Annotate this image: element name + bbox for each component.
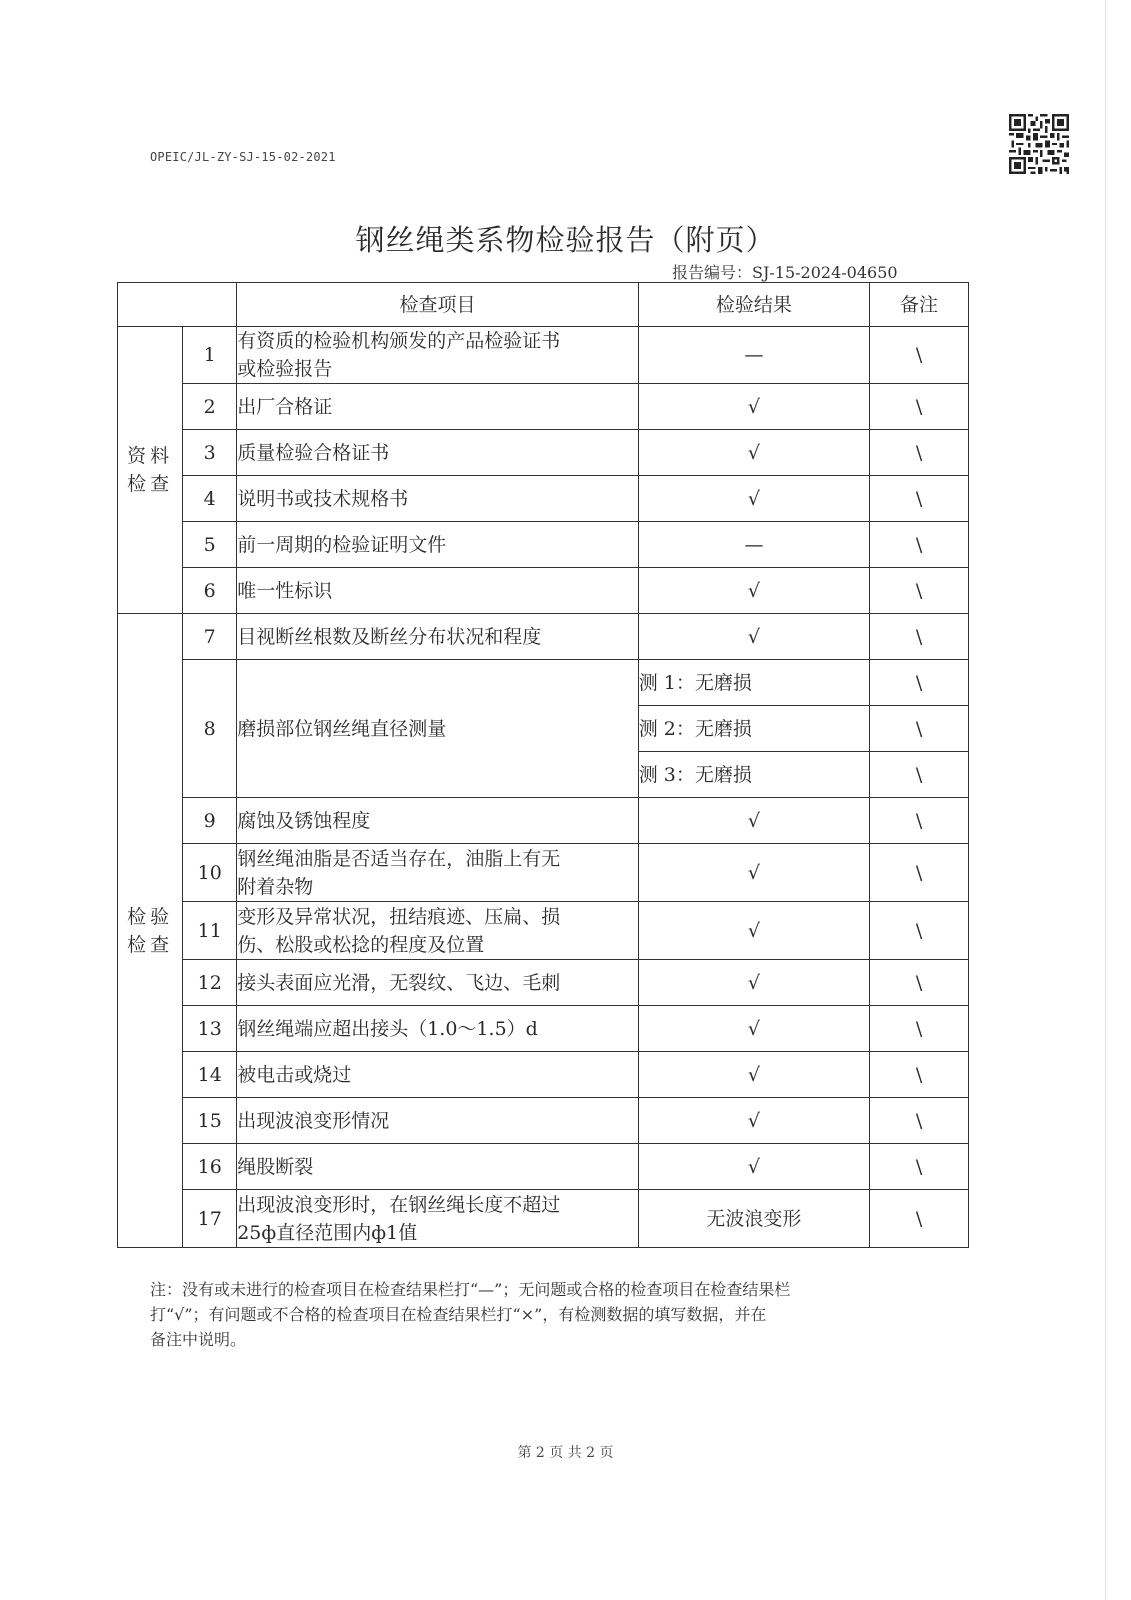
category-label: 资料: [127, 445, 174, 467]
row-result: √: [638, 844, 869, 902]
row-number: 7: [183, 614, 237, 660]
row-note: \: [870, 568, 969, 614]
category-label: 检验: [127, 905, 174, 928]
table-row: [118, 1098, 969, 1144]
row-note: \: [870, 706, 969, 752]
footnote: [150, 1277, 930, 1352]
qr-code-icon: [1009, 114, 1069, 174]
row-number: 6: [183, 568, 237, 614]
page-number: 第 2 页 共 2 页: [517, 1445, 614, 1461]
row-result: 测 2：无磨损: [638, 706, 869, 752]
row-number: 15: [183, 1098, 237, 1144]
row-result: √: [638, 1098, 869, 1144]
table-row: [118, 960, 969, 1006]
table-row: [118, 660, 969, 706]
row-note: \: [870, 614, 969, 660]
row-note: \: [870, 384, 969, 430]
row-number: 1: [183, 327, 237, 384]
footnote-line: 打“√”；有问题或不合格的检查项目在检查结果栏打“×”，有检测数据的填写数据，并在: [150, 1305, 767, 1324]
row-note: \: [870, 798, 969, 844]
row-result: —: [638, 327, 869, 384]
row-note: \: [870, 1052, 969, 1098]
footnote-line: 注：没有或未进行的检查项目在检查结果栏打“—”；无问题或合格的检查项目在检查结果栏: [150, 1280, 791, 1299]
row-note: \: [870, 752, 969, 798]
row-number: 4: [183, 476, 237, 522]
row-item: 腐蚀及锈蚀程度: [237, 798, 639, 844]
row-result: 测 3：无磨损: [638, 752, 869, 798]
row-result: √: [638, 476, 869, 522]
category-label: 检查: [127, 933, 174, 956]
table-row: [118, 1006, 969, 1052]
row-item: 出现波浪变形时，在钢丝绳长度不超过 25ф直径范围内ф1值: [237, 1190, 639, 1248]
table-row: [118, 798, 969, 844]
row-number: 14: [183, 1052, 237, 1098]
row-item: 钢丝绳油脂是否适当存在，油脂上有无 附着杂物: [237, 844, 639, 902]
category-label: 检查: [127, 473, 174, 495]
row-note: \: [870, 1190, 969, 1248]
table-row: [118, 1144, 969, 1190]
table-row: [118, 568, 969, 614]
row-number: 2: [183, 384, 237, 430]
table-row: [118, 430, 969, 476]
document-code: OPEIC/JL-ZY-SJ-15-02-2021: [150, 150, 336, 164]
row-item: 出厂合格证: [237, 384, 639, 430]
row-item: 唯一性标识: [237, 568, 639, 614]
table-row: [118, 384, 969, 430]
row-item: 钢丝绳端应超出接头（1.0～1.5）d: [237, 1006, 639, 1052]
table-row: [118, 844, 969, 902]
row-note: \: [870, 660, 969, 706]
table-row: [118, 1052, 969, 1098]
row-number: 9: [183, 798, 237, 844]
row-result: √: [638, 902, 869, 960]
inspection-table: [117, 282, 969, 1248]
footnote-line: 备注中说明。: [150, 1330, 247, 1349]
row-item: 被电击或烧过: [237, 1052, 639, 1098]
row-note: \: [870, 327, 969, 384]
row-note: \: [870, 1098, 969, 1144]
category-document-check: [118, 327, 183, 614]
row-result: √: [638, 1052, 869, 1098]
report-number: 报告编号：SJ-15-2024-04650: [672, 263, 898, 282]
row-item: 绳股断裂: [237, 1144, 639, 1190]
row-result: √: [638, 568, 869, 614]
row-result: 测 1：无磨损: [638, 660, 869, 706]
row-number: 16: [183, 1144, 237, 1190]
table-row: [118, 614, 969, 660]
row-result: √: [638, 1144, 869, 1190]
row-item: 出现波浪变形情况: [237, 1098, 639, 1144]
row-item: 质量检验合格证书: [237, 430, 639, 476]
row-item: 变形及异常状况，扭结痕迹、压扁、损 伤、松股或松捻的程度及位置: [237, 902, 639, 960]
header-result: 检验结果: [638, 283, 869, 327]
row-result: √: [638, 1006, 869, 1052]
row-note: \: [870, 476, 969, 522]
row-result: √: [638, 798, 869, 844]
table-row: [118, 327, 969, 384]
row-number: 10: [183, 844, 237, 902]
row-item: 目视断丝根数及断丝分布状况和程度: [237, 614, 639, 660]
row-note: \: [870, 960, 969, 1006]
row-number: 12: [183, 960, 237, 1006]
category-inspection-check: [118, 614, 183, 1248]
row-result: √: [638, 384, 869, 430]
table-header-row: [118, 283, 969, 327]
row-result: —: [638, 522, 869, 568]
row-item: 有资质的检验机构颁发的产品检验证书 或检验报告: [237, 327, 639, 384]
row-note: \: [870, 844, 969, 902]
row-note: \: [870, 1144, 969, 1190]
row-result: √: [638, 614, 869, 660]
table-row: [118, 902, 969, 960]
row-number: 5: [183, 522, 237, 568]
row-result: √: [638, 960, 869, 1006]
header-note: 备注: [870, 283, 969, 327]
row-number: 8: [183, 660, 237, 798]
row-result: 无波浪变形: [638, 1190, 869, 1248]
table-row: [118, 522, 969, 568]
row-number: 3: [183, 430, 237, 476]
row-note: \: [870, 1006, 969, 1052]
row-note: \: [870, 430, 969, 476]
page-title: 钢丝绳类系物检验报告（附页）: [355, 223, 776, 257]
table-row: [118, 476, 969, 522]
row-number: 13: [183, 1006, 237, 1052]
row-item: 前一周期的检验证明文件: [237, 522, 639, 568]
row-item: 说明书或技术规格书: [237, 476, 639, 522]
row-note: \: [870, 522, 969, 568]
row-item: 接头表面应光滑，无裂纹、飞边、毛刺: [237, 960, 639, 1006]
row-note: \: [870, 902, 969, 960]
row-number: 11: [183, 902, 237, 960]
row-number: 17: [183, 1190, 237, 1248]
row-item: 磨损部位钢丝绳直径测量: [237, 660, 639, 798]
header-item: 检查项目: [237, 283, 639, 327]
header-blank-cell: [118, 283, 237, 327]
table-row: [118, 1190, 969, 1248]
row-result: √: [638, 430, 869, 476]
